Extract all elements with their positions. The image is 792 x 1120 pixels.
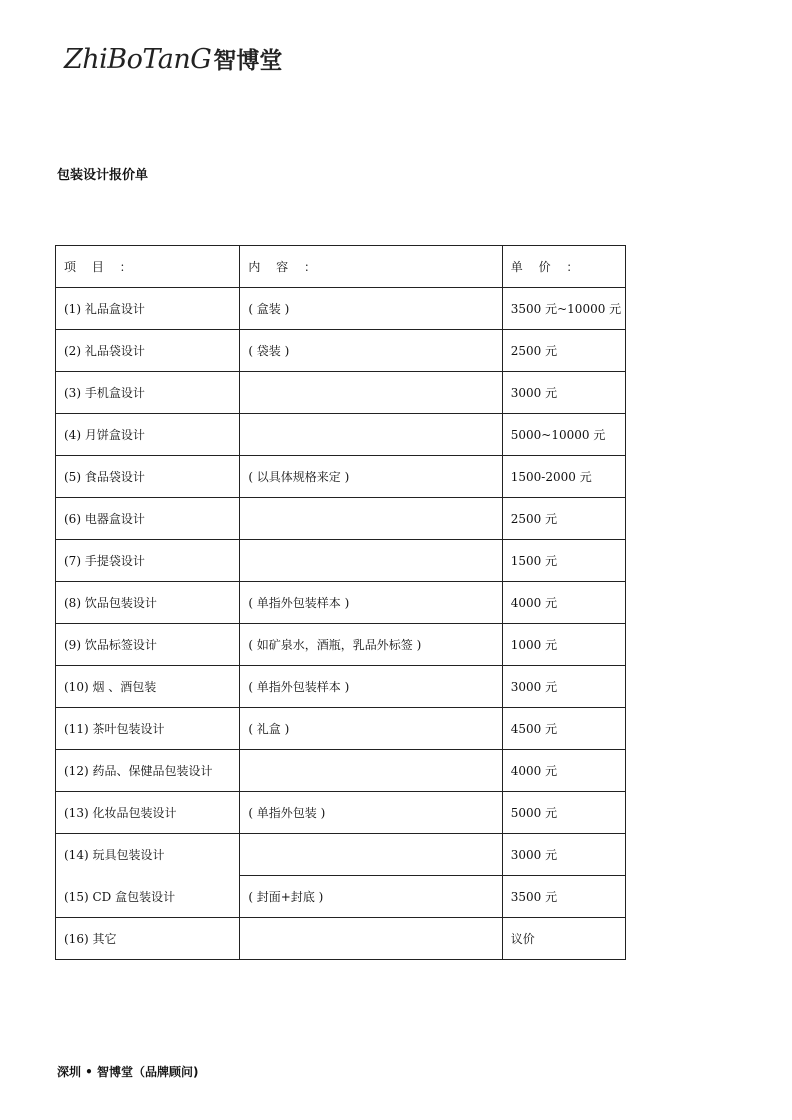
item-cell: (6) 电器盒设计: [56, 498, 240, 540]
content-cell: ( 盒装 ): [240, 288, 502, 330]
table-row: [56, 834, 626, 876]
content-cell: ( 袋装 ): [240, 330, 502, 372]
table-row: [56, 582, 626, 624]
price-cell: 3000 元: [502, 372, 625, 414]
item-cell: (14) 玩具包装设计: [64, 848, 165, 862]
page-title: 包装设计报价单: [57, 168, 149, 183]
item-cell: (5) 食品袋设计: [56, 456, 240, 498]
price-cell: 3500 元: [502, 876, 625, 918]
price-cell: 4000 元: [502, 750, 625, 792]
item-cell: (8) 饮品包装设计: [56, 582, 240, 624]
item-cell: (2) 礼品袋设计: [56, 330, 240, 372]
content-cell: [240, 750, 502, 792]
logo-chinese: 智博堂: [213, 48, 283, 74]
content-cell: ( 如矿泉水，酒瓶，乳品外标签 ): [240, 624, 502, 666]
content-cell: ( 以具体规格来定 ): [240, 456, 502, 498]
item-cell: (7) 手提袋设计: [56, 540, 240, 582]
price-table: [55, 245, 626, 960]
content-cell: [240, 372, 502, 414]
content-cell: ( 单指外包装 ): [240, 792, 502, 834]
content-cell: [240, 414, 502, 456]
table-row: [56, 330, 626, 372]
table-row: [56, 288, 626, 330]
price-cell: 1500 元: [502, 540, 625, 582]
logo: [64, 42, 282, 75]
content-cell: [240, 918, 502, 960]
table-header-row: [56, 246, 626, 288]
item-cell: (16) 其它: [56, 918, 240, 960]
price-cell: 议价: [502, 918, 625, 960]
item-cell: (4) 月饼盒设计: [56, 414, 240, 456]
table-row: [56, 666, 626, 708]
item-cell: (13) 化妆品包装设计: [56, 792, 240, 834]
content-cell: ( 封面+封底 ): [240, 876, 502, 918]
table-row: [56, 498, 626, 540]
price-cell: 1500-2000 元: [502, 456, 625, 498]
header-price: 单 价 ：: [502, 246, 625, 288]
table-row: [56, 792, 626, 834]
content-cell: ( 单指外包装样本 ): [240, 666, 502, 708]
price-cell: 3000 元: [502, 834, 625, 876]
price-cell: 5000 元: [502, 792, 625, 834]
table-row: [56, 414, 626, 456]
table-row: [56, 708, 626, 750]
price-cell: 3500 元~10000 元: [502, 288, 625, 330]
table-row: [56, 750, 626, 792]
table-row: [56, 540, 626, 582]
item-cell: (10) 烟 、酒包装: [56, 666, 240, 708]
content-cell: ( 单指外包装样本 ): [240, 582, 502, 624]
logo-latin: ZhiBoTanG: [64, 44, 212, 75]
table-row: [56, 624, 626, 666]
content-cell: [240, 540, 502, 582]
header-item: 项 目 ：: [56, 246, 240, 288]
table-row: [56, 918, 626, 960]
footer-text: 深圳 • 智博堂（品牌顾问): [57, 1065, 199, 1079]
header-content: 内 容 ：: [240, 246, 502, 288]
item-cell: (12) 药品、保健品包装设计: [56, 750, 240, 792]
item-cell: (11) 茶叶包装设计: [56, 708, 240, 750]
price-cell: 4000 元: [502, 582, 625, 624]
price-cell: 5000~10000 元: [502, 414, 625, 456]
content-cell: [240, 498, 502, 540]
price-cell: 3000 元: [502, 666, 625, 708]
item-cell: (15) CD 盒包装设计: [64, 890, 176, 904]
table-row: [56, 456, 626, 498]
price-cell: 2500 元: [502, 330, 625, 372]
item-cell-merged: [56, 834, 240, 918]
price-cell: 2500 元: [502, 498, 625, 540]
item-cell: (9) 饮品标签设计: [56, 624, 240, 666]
item-cell: (3) 手机盒设计: [56, 372, 240, 414]
price-cell: 1000 元: [502, 624, 625, 666]
content-cell: ( 礼盒 ): [240, 708, 502, 750]
content-cell: [240, 834, 502, 876]
item-cell: (1) 礼品盒设计: [56, 288, 240, 330]
price-cell: 4500 元: [502, 708, 625, 750]
table-row: [56, 372, 626, 414]
